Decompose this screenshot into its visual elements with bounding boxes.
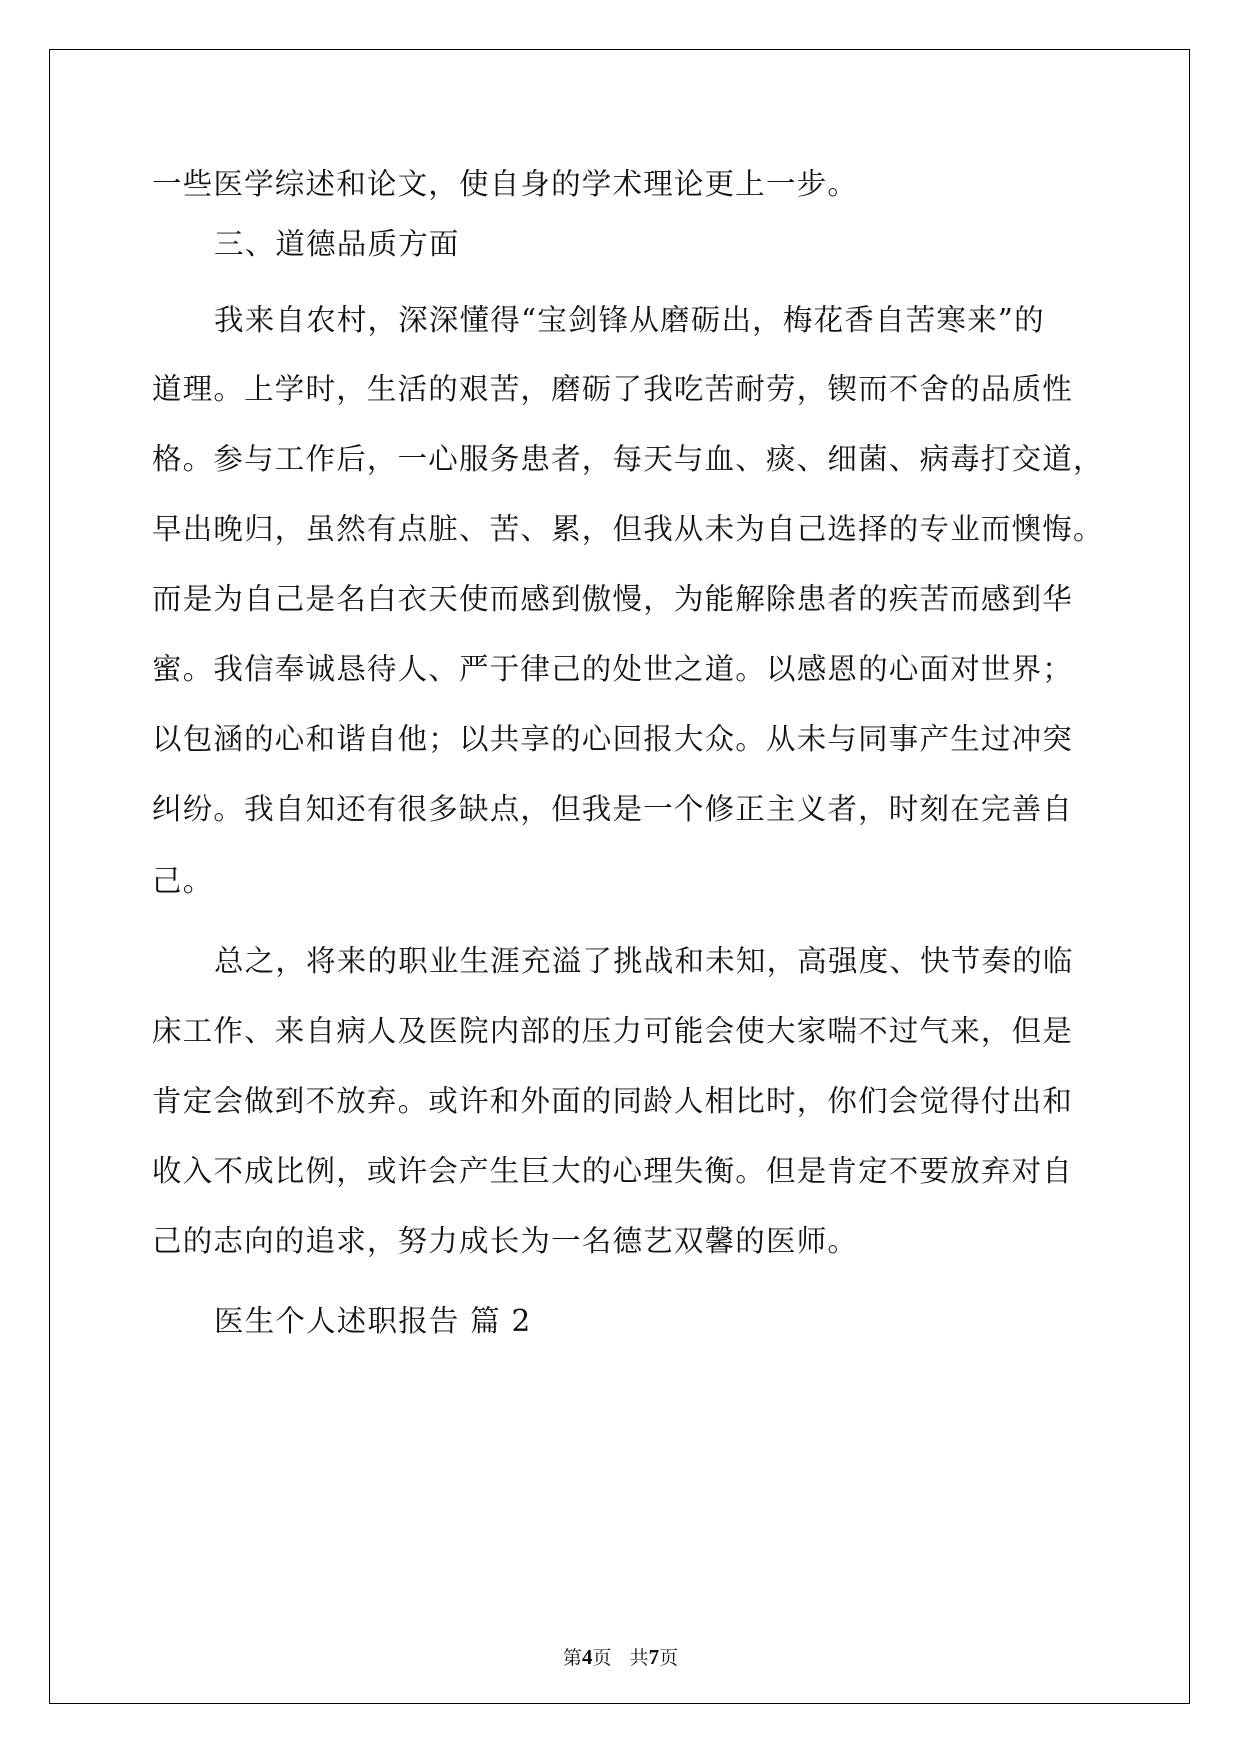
footer-prefix: 第 bbox=[562, 1647, 582, 1669]
footer-suffix: 页 bbox=[659, 1647, 679, 1669]
footer-middle: 页 共 bbox=[592, 1647, 649, 1669]
page-footer bbox=[0, 1643, 1241, 1670]
page-border bbox=[49, 49, 1190, 1704]
total-page-number: 7 bbox=[648, 1645, 660, 1669]
current-page-number: 4 bbox=[581, 1645, 593, 1669]
